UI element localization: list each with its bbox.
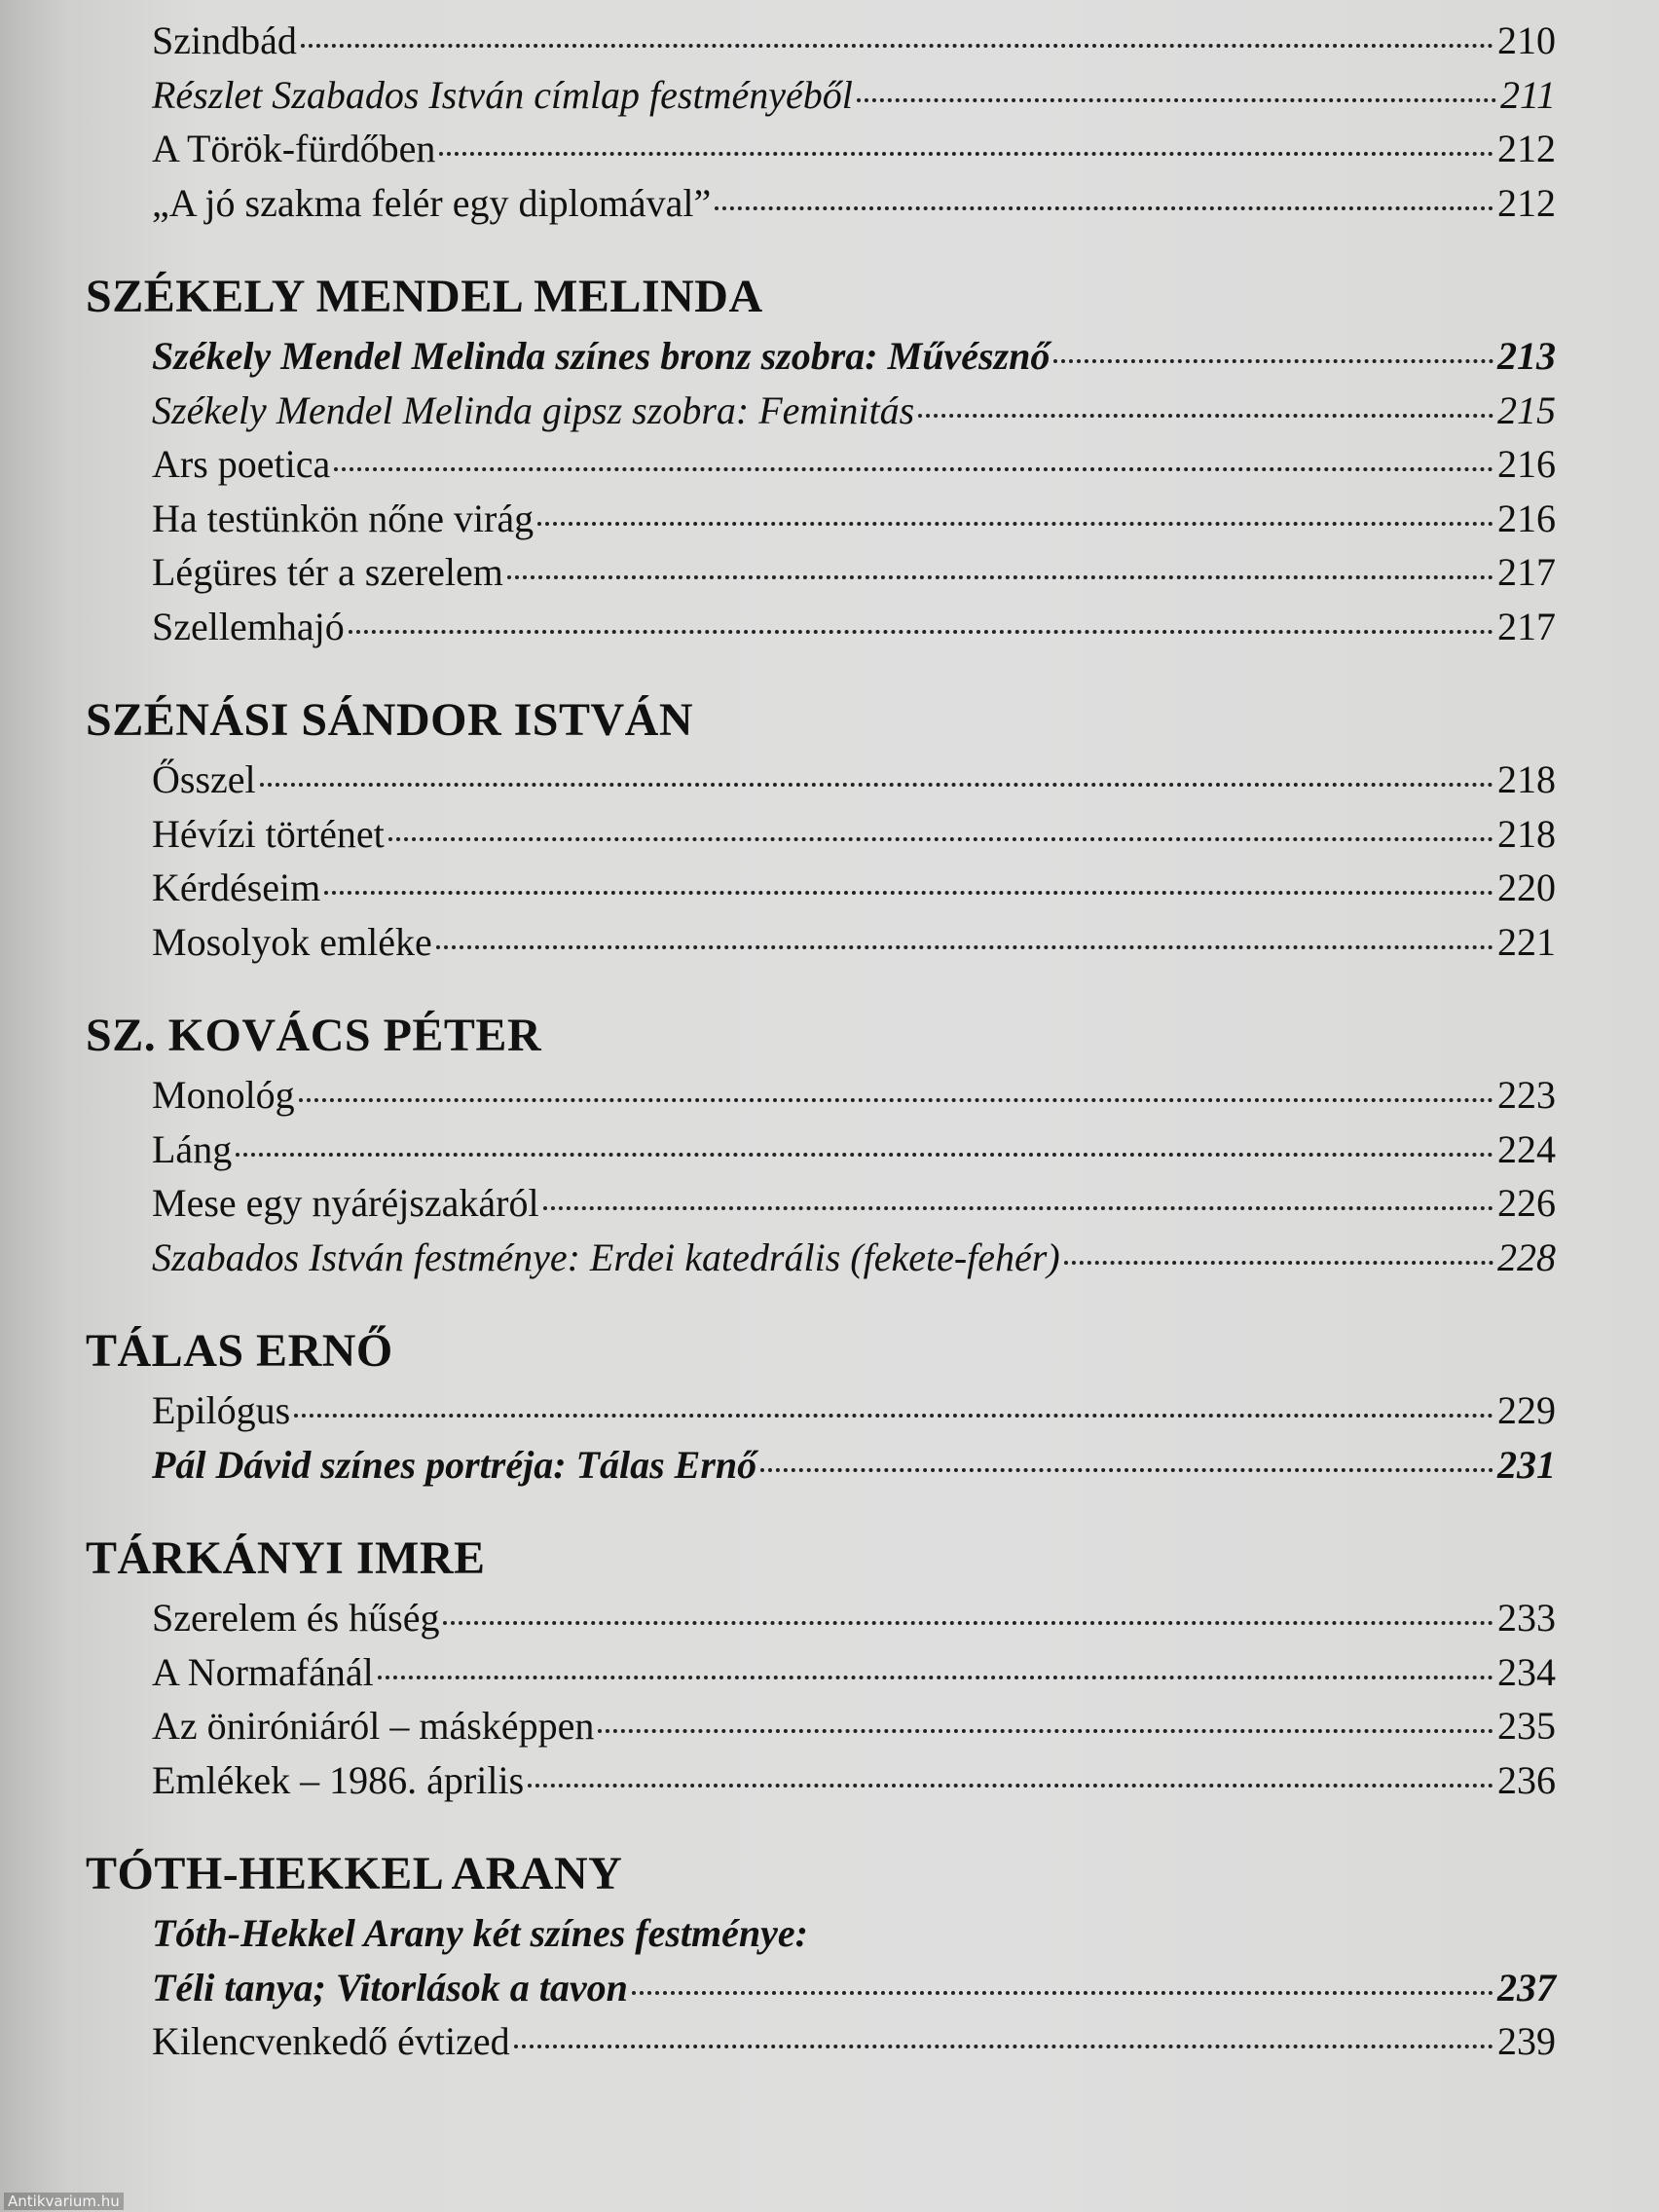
dot-leader	[301, 44, 1493, 48]
entry-title: Részlet Szabados István címlap festményéből	[152, 72, 853, 117]
page-number: 236	[1497, 1757, 1556, 1802]
entry-title: Szellemhajó	[152, 604, 345, 648]
toc-entry	[86, 861, 1556, 915]
entry-title: A Normafánál	[152, 1649, 374, 1694]
dot-leader	[334, 467, 1493, 471]
dot-leader	[260, 783, 1493, 787]
entry-title: Hévízi történet	[152, 811, 385, 856]
toc-entry	[86, 545, 1556, 600]
toc-entry	[86, 329, 1556, 384]
toc-section	[86, 1006, 1556, 1284]
toc-entry	[86, 1961, 1556, 2015]
page-number: 221	[1497, 919, 1556, 964]
toc-entry	[86, 122, 1556, 176]
entry-title: Légüres tér a szerelem	[152, 550, 503, 594]
dot-leader	[299, 1098, 1493, 1102]
dot-leader	[294, 1414, 1493, 1418]
author-heading: TÓTH-HEKKEL ARANY	[86, 1848, 623, 1899]
watermark: Antikvarium.hu	[4, 2193, 124, 2210]
page-number: 217	[1497, 550, 1556, 594]
toc-entry	[86, 1383, 1556, 1438]
toc-entry	[86, 492, 1556, 546]
dot-leader	[1053, 359, 1493, 363]
toc-entry	[86, 14, 1556, 68]
dot-leader	[236, 1153, 1493, 1157]
toc-entry	[86, 1438, 1556, 1493]
table-of-contents	[86, 14, 1556, 2069]
page-number: 237	[1497, 1965, 1556, 2009]
toc-entry	[86, 1699, 1556, 1753]
page-number: 239	[1497, 2019, 1556, 2063]
dot-leader	[388, 837, 1493, 841]
page-number: 228	[1497, 1235, 1556, 1279]
entry-title: Ars poetica	[152, 442, 331, 486]
dot-leader	[857, 98, 1496, 102]
toc-entry	[86, 807, 1556, 862]
page-number: 231	[1497, 1442, 1556, 1487]
entry-title: Mese egy nyáréjszakáról	[152, 1181, 539, 1225]
toc-entry	[86, 915, 1556, 970]
entry-title: Az öniróniáról – másképpen	[152, 1704, 595, 1748]
entry-title: Ősszel	[152, 757, 256, 801]
page-number: 235	[1497, 1704, 1556, 1748]
dot-leader	[715, 206, 1493, 210]
page-number: 234	[1497, 1649, 1556, 1694]
dot-leader	[439, 152, 1493, 156]
dot-leader	[514, 2045, 1493, 2048]
page-number: 212	[1497, 127, 1556, 170]
entry-title: Székely Mendel Melinda gipsz szobra: Feminitás	[152, 387, 915, 432]
page-number: 233	[1497, 1596, 1556, 1640]
toc-entry	[86, 1753, 1556, 1808]
dot-leader	[528, 1784, 1493, 1788]
entry-title: Szerelem és hűség	[152, 1596, 440, 1640]
toc-entry	[86, 1591, 1556, 1645]
toc-section	[86, 14, 1556, 230]
page-number: 212	[1497, 180, 1556, 225]
toc-entry	[86, 753, 1556, 807]
entry-title: Emlékek – 1986. április	[152, 1757, 525, 1802]
entry-title: Kérdéseim	[152, 866, 321, 909]
page-number: 220	[1497, 866, 1556, 909]
page-number: 223	[1497, 1073, 1556, 1117]
toc-entry	[86, 1176, 1556, 1231]
page-number: 218	[1497, 757, 1556, 801]
dot-leader	[760, 1468, 1493, 1472]
entry-title: Székely Mendel Melinda színes bronz szobra: Művésznő	[152, 334, 1051, 378]
dot-leader	[1064, 1261, 1493, 1265]
toc-entry	[86, 1123, 1556, 1177]
dot-leader	[378, 1676, 1493, 1679]
entry-title: Téli tanya; Vitorlások a tavon	[152, 1965, 628, 2009]
entry-title-line: Tóth-Hekkel Arany két színes festménye:	[152, 1911, 808, 1955]
page-number: 218	[1497, 811, 1556, 856]
page-number: 226	[1497, 1181, 1556, 1225]
toc-entry	[86, 176, 1556, 231]
dot-leader	[598, 1729, 1493, 1733]
dot-leader	[324, 891, 1493, 895]
page-number: 224	[1497, 1126, 1556, 1171]
page-number: 210	[1497, 18, 1556, 62]
entry-title: Pál Dávid színes portréja: Tálas Ernő	[152, 1442, 757, 1487]
toc-entry	[86, 1231, 1556, 1285]
toc-entry	[86, 68, 1556, 123]
dot-leader	[918, 414, 1493, 418]
dot-leader	[507, 575, 1493, 579]
page-number: 216	[1497, 496, 1556, 540]
toc-entry	[86, 1645, 1556, 1700]
author-heading: SZ. KOVÁCS PÉTER	[86, 1010, 542, 1061]
entry-title: Szindbád	[152, 18, 297, 62]
entry-title: Kilencvenkedő évtized	[152, 2019, 510, 2063]
entry-title: Szabados István festménye: Erdei katedrális (fekete-fehér)	[152, 1235, 1060, 1279]
dot-leader	[543, 1206, 1493, 1210]
toc-entry	[86, 1068, 1556, 1123]
entry-title: Mosolyok emléke	[152, 919, 432, 964]
toc-entry	[86, 600, 1556, 654]
author-heading: TÁRKÁNYI IMRE	[86, 1532, 486, 1584]
dot-leader	[632, 1991, 1493, 1995]
entry-title: „A jó szakma felér egy diplomával”	[152, 180, 712, 225]
toc-section	[86, 1321, 1556, 1492]
page-number: 229	[1497, 1388, 1556, 1432]
page-number: 217	[1497, 604, 1556, 648]
page-number: 211	[1499, 72, 1556, 117]
entry-title: Epilógus	[152, 1388, 291, 1432]
author-heading: SZÉKELY MENDEL MELINDA	[86, 271, 763, 322]
entry-title: Láng	[152, 1126, 233, 1171]
dot-leader	[537, 522, 1493, 526]
page-number: 213	[1497, 334, 1556, 378]
toc-section	[86, 267, 1556, 653]
toc-section	[86, 690, 1556, 969]
dot-leader	[349, 630, 1493, 634]
entry-title: Monológ	[152, 1073, 295, 1117]
entry-title: Ha testünkön nőne virág	[152, 496, 535, 540]
toc-section	[86, 1844, 1556, 2069]
page-number: 215	[1497, 387, 1556, 432]
page-number: 216	[1497, 442, 1556, 486]
dot-leader	[443, 1621, 1493, 1625]
entry-title: A Török-fürdőben	[152, 127, 436, 170]
dot-leader	[436, 945, 1493, 949]
toc-entry	[86, 437, 1556, 492]
toc-entry	[86, 384, 1556, 438]
author-heading: SZÉNÁSI SÁNDOR ISTVÁN	[86, 694, 693, 746]
author-heading: TÁLAS ERNŐ	[86, 1325, 393, 1377]
toc-section	[86, 1529, 1556, 1807]
toc-entry	[86, 2014, 1556, 2069]
